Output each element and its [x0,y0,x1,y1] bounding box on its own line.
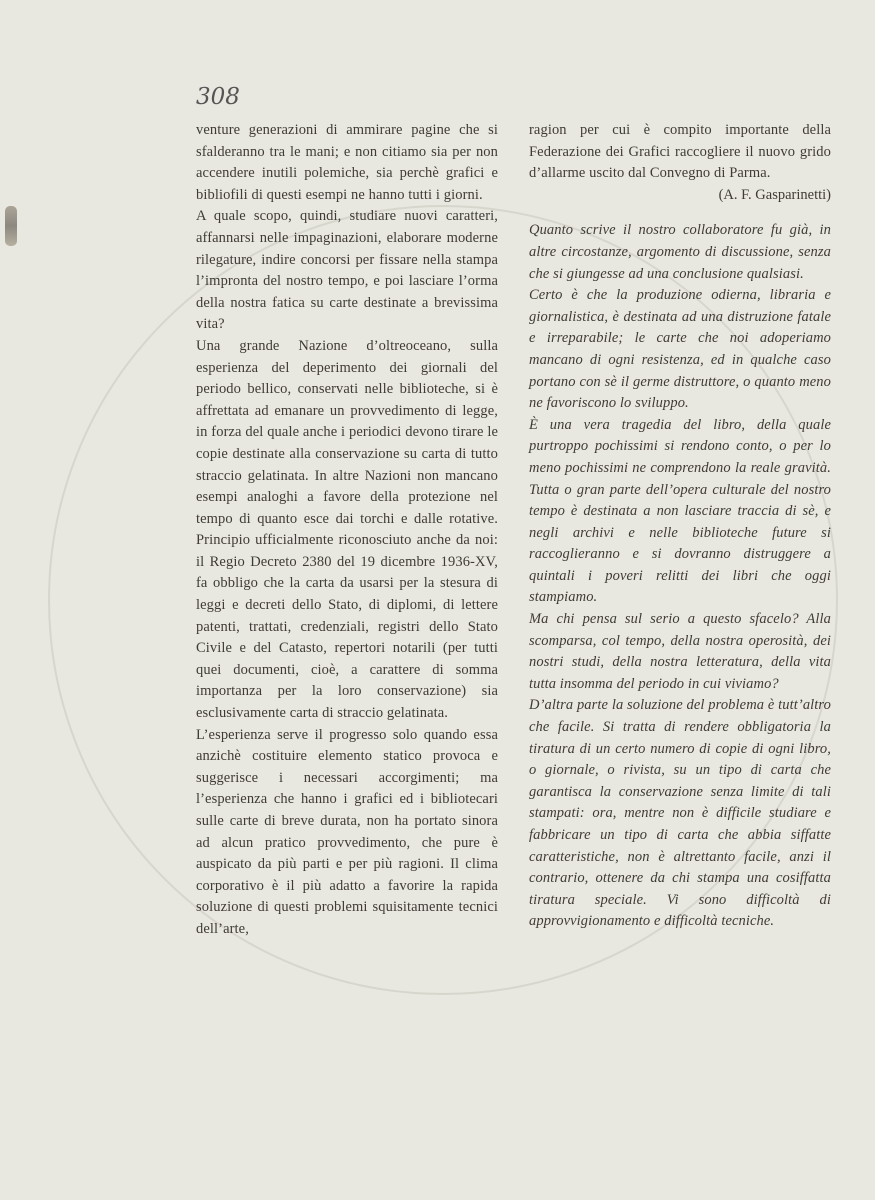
left-paragraph-1: venture generazioni di ammirare pagine che si sfalderanno tra le mani; e non citiamo sia per non accendere inutili polemiche, sia perchè grafici e bibliofili di questi esempi ne hanno tutti i giorni. [196,122,498,203]
left-paragraph-4: L’esperienza serve il progresso solo quando essa anzichè costituire elemento statico provoca e suggerisce i necessari accorgimenti; ma l’esperienza che hanno i grafici ed i bibliotecari sulle carte di breve durata, non ha portato sinora ad alcun pratico provvedimento, che pure è auspicato da più parti e per più ragioni. Il clima corporativo è il più adatto a favorire la rapida soluzione di questi problemi squisitamente tecnici dell’arte, [196,726,498,937]
italic-paragraph-5: D’altra parte la soluzione del problema è tutt’altro che facile. Si tratta di rendere obbligatoria la tiratura di un certo numero di copie di ogni libro, o giornale, o rivista, su un tipo di carta che garantisca la conservazione senza limite di tali stampati: ora, mentre non è difficile studiare e fabbricare un tipo di carta che abbia siffatte caratteristiche, non è altrettanto facile, anzi il contrario, ottenere da chi stampa una cosiffatta tiratura speciale. Vi sono difficoltà di approvvigionamento e difficoltà tecniche. [529,697,831,930]
author-attribution: (A. F. Gasparinetti) [718,186,831,203]
italic-paragraph-2: Certo è che la produzione odierna, libraria e giornalistica, è destinata ad una distruzione fatale e irreparabile; le carte che noi adoperiamo mancano di ogni resistenza, ed in qualche caso portano con sè il germe distruttore, o quanto meno ne favoriscono lo sviluppo. [529,287,831,412]
page-number: 308 [196,84,240,110]
right-column [529,120,831,933]
italic-paragraph-3: È una vera tragedia del libro, della quale purtroppo pochissimi si rendono conto, o per lo meno pochissimi ne comprendono la reale gravità. Tutta o gran parte dell’opera culturale del nostro tempo è destinata a non lasciare traccia di sè, e negli archivi e nelle biblioteche future si raccoglieranno e si dovranno distruggere a quintali i poveri relitti dei libri che oggi stampiamo. [529,416,831,606]
left-paragraph-3: Una grande Nazione d’oltreoceano, sulla esperienza del deperimento dei giornali del periodo bellico, conservati nelle biblioteche, si è affrettata ad emanare un provvedimento di legge, in forza del quale anche i periodici devono tirare le copie destinate alla conservazione su carta di tutto straccio gelatinata. In altre Nazioni non mancano esempi analoghi a favore della protezione nel tempo di quanto esce dai torchi e dalle rotative. Principio ufficialmente riconosciuto anche da noi: il Regio Decreto 2380 del 19 dicembre 1936-XV, fa obbligo che la carta da usarsi per la stesura di leggi e decreti dello Stato, di diplomi, di lettere patenti, trattati, credenziali, registri dello Stato Civile e del Catasto, repertori notarili (per tutti quei documenti, cioè, a carattere di somma importanza per la loro conservazione) sia esclusivamente carta di straccio gelatinata. [196,337,498,722]
italic-paragraph-4: Ma chi pensa sul serio a questo sfacelo? Alla scomparsa, col tempo, della nostra operosità, dei nostri studi, della nostra letteratura, della vita tutta insomma del periodo in cui viviamo? [529,611,831,692]
left-paragraph-2: A quale scopo, quindi, studiare nuovi caratteri, affannarsi nelle impaginazioni, elaborare moderne rilegature, indire concorsi per fissare nella stampa l’impronta del nostro tempo, e poi lasciare l’orma della nostra fatica su carte destinate a brevissima vita? [196,208,498,333]
right-intro-paragraph: ragion per cui è compito importante della Federazione dei Grafici raccogliere il nuovo grido d’allarme uscito dal Convegno di Parma. [529,122,831,182]
margin-ink-blot [5,206,17,246]
left-column [196,120,498,941]
italic-paragraph-1: Quanto scrive il nostro collaboratore fu già, in altre circostanze, argomento di discussione, senza che si giungesse ad una conclusione qualsiasi. [529,222,831,282]
